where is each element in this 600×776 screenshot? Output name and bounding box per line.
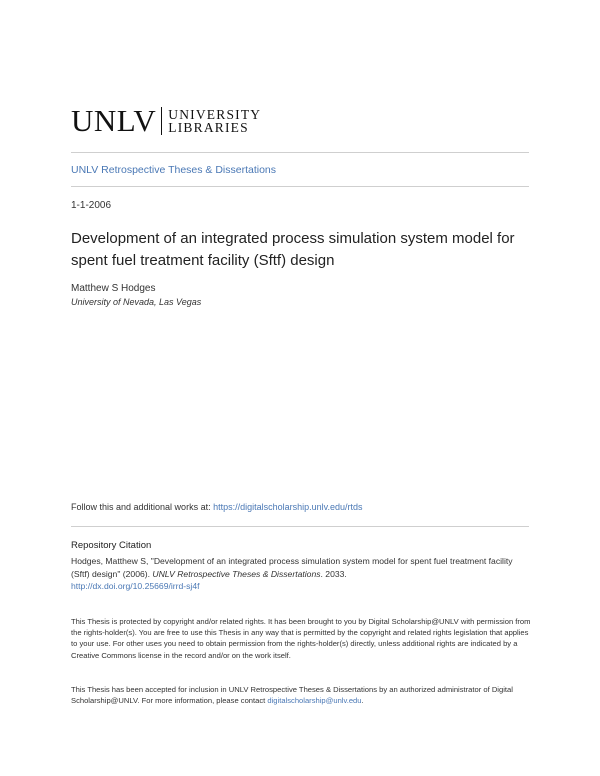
- contact-email-link[interactable]: digitalscholarship@unlv.edu: [267, 696, 362, 706]
- author-name: Matthew S Hodges: [71, 283, 156, 294]
- divider-middle: [71, 186, 529, 187]
- follow-prefix: Follow this and additional works at:: [71, 502, 214, 512]
- citation-number: . 2033.: [320, 568, 347, 579]
- publication-date: 1-1-2006: [71, 200, 112, 211]
- acceptance-text: This Thesis has been accepted for inclusion in UNLV Retrospective Theses & Dissertations by an authorized administrator of Digital Scholarship@UNLV. For more information, please contact: [71, 685, 513, 706]
- follow-link[interactable]: https://digitalscholarship.unlv.edu/rtds: [213, 502, 363, 512]
- citation-series: UNLV Retrospective Theses & Dissertations: [152, 568, 321, 579]
- logo-main-text: UNLV: [71, 103, 157, 138]
- citation-doi-link[interactable]: http://dx.doi.org/10.25669/irrd-sj4f: [71, 581, 200, 592]
- unlv-libraries-logo: [71, 104, 261, 138]
- thesis-title: Development of an integrated process simulation system model for spent fuel treatment facility (Sftf) design: [71, 230, 515, 269]
- logo-divider: [161, 107, 162, 135]
- citation-heading: Repository Citation: [71, 540, 152, 551]
- citation-body: [71, 555, 531, 593]
- divider-top: [71, 152, 529, 153]
- acceptance-notice: [71, 684, 533, 706]
- logo-sub-text: [168, 108, 261, 134]
- series-link[interactable]: UNLV Retrospective Theses & Dissertations: [71, 164, 277, 176]
- logo-sub-line1: UNIVERSITY: [168, 107, 262, 122]
- logo-sub-line2: LIBRARIES: [168, 120, 249, 135]
- divider-bottom: [71, 526, 529, 527]
- citation-text: Hodges, Matthew S, "Development of an integrated process simulation system model for spent fuel treatment facility (Sftf) design" (2006).: [71, 556, 513, 579]
- acceptance-end: .: [361, 696, 364, 706]
- copyright-notice: This Thesis is protected by copyright and/or related rights. It has been brought to you by Digital Scholarship@UNLV with permission from the rights-holder(s). You are free to use this Thesis in any way that is permitted by the copyright and related rights legislation that applies to your use. For other uses you need to obtain permission from the rights-holder(s) directly, unless additional rights are indicated by a Creative Commons license in the record and/or on the work itself.: [71, 617, 531, 660]
- author-affiliation: University of Nevada, Las Vegas: [71, 297, 202, 307]
- follow-line: [71, 502, 363, 512]
